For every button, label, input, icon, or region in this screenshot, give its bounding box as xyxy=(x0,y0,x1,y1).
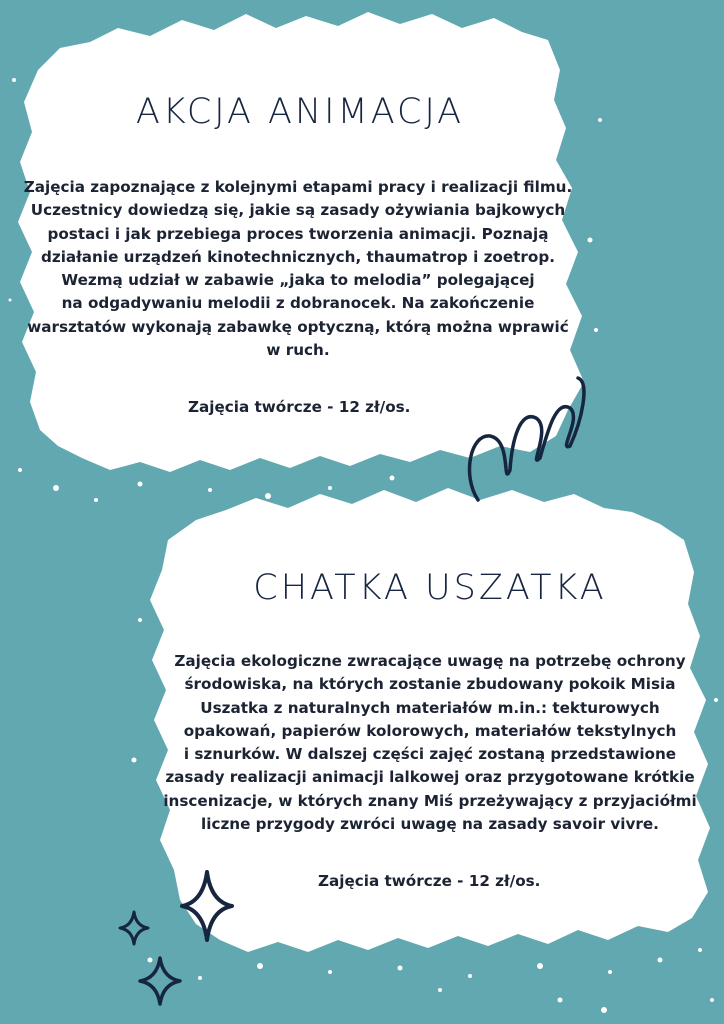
section1-description xyxy=(18,176,578,362)
section2-description xyxy=(160,650,700,836)
section2-line: Uszatka z naturalnych materiałów m.in.: tekturowych xyxy=(200,698,660,717)
section2-line: inscenizacje, w których znany Miś przeżywający z przyjaciółmi xyxy=(163,791,697,810)
section2-title: CHATKA USZATKA xyxy=(253,568,607,608)
swirl-icon xyxy=(469,378,583,500)
section1-line: na odgadywaniu melodii z dobranocek. Na zakończenie xyxy=(61,294,535,313)
section2-line: Zajęcia ekologiczne zwracające uwagę na potrzebę ochrony xyxy=(174,652,686,670)
section1-line: Wezmą udział w zabawie „jaka to melodia” polegającej xyxy=(61,271,535,290)
section2-line: opakowań, papierów kolorowych, materiałów tekstylnych xyxy=(183,721,677,740)
section2-price: Zajęcia twórcze - 12 zł/os. xyxy=(318,872,541,890)
sparkle-large-icon xyxy=(182,872,232,940)
section1-line: Uczestnicy dowiedzą się, jakie są zasady ożywiania bajkowych xyxy=(30,201,566,220)
section2-line: zasady realizacji animacji lalkowej oraz przygotowane krótkie xyxy=(165,768,695,787)
section2-line: i sznurków. W dalszej części zajęć zostaną przedstawione xyxy=(183,745,677,764)
section2-line: liczne przygody zwróci uwagę na zasady savoir vivre. xyxy=(201,815,659,834)
section1-price: Zajęcia twórcze - 12 zł/os. xyxy=(188,398,411,416)
sparkle-medium-icon xyxy=(140,958,180,1004)
section1-line: warsztatów wykonają zabawkę optyczną, którą można wprawić xyxy=(27,317,569,336)
section1-line: działanie urządzeń kinotechnicznych, thaumatrop i zoetrop. xyxy=(41,247,555,266)
section1-line: Zajęcia zapoznające z kolejnymi etapami pracy i realizacji filmu. xyxy=(23,178,573,196)
section1-line: postaci i jak przebiega proces tworzenia animacji. Poznają xyxy=(47,224,549,243)
sparkle-small-icon xyxy=(120,912,148,944)
section1-title: AKCJA ANIMACJA xyxy=(135,92,465,132)
section2-line: środowiska, na których zostanie zbudowany pokoik Misia xyxy=(184,675,676,694)
section1-line: w ruch. xyxy=(266,341,330,360)
